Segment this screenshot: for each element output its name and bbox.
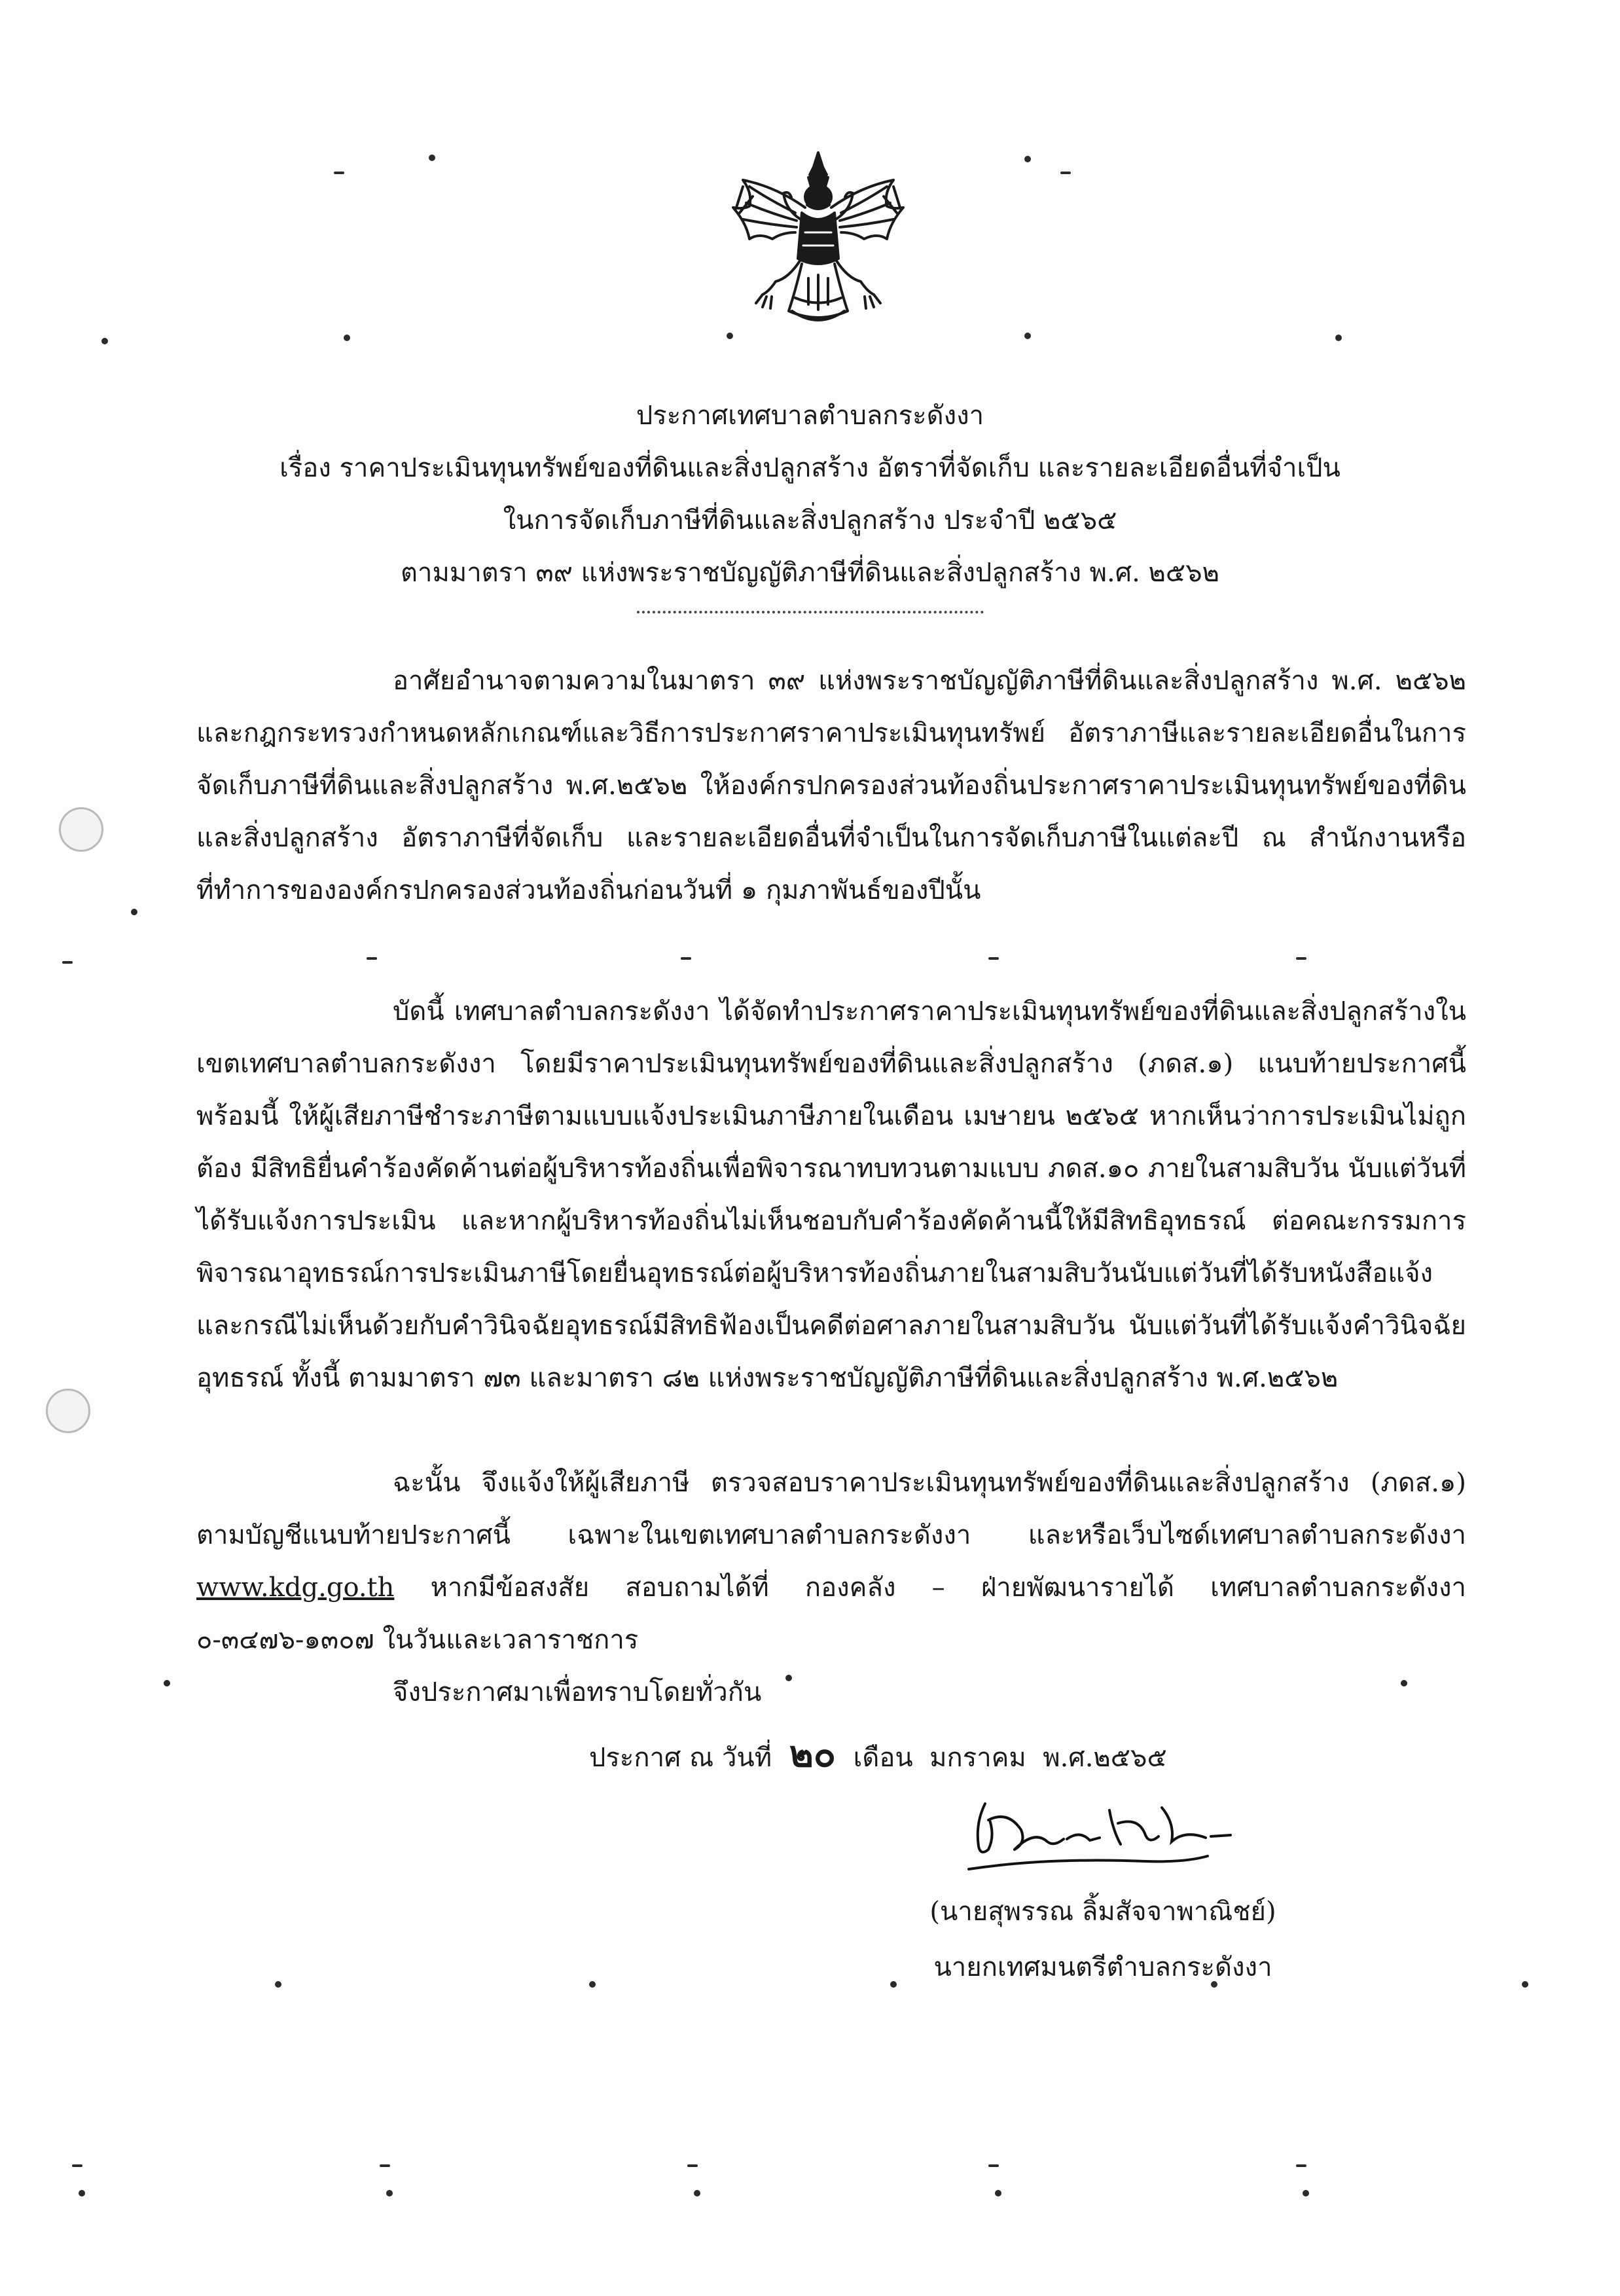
scan-speck <box>131 909 137 915</box>
scan-speck <box>380 2164 390 2167</box>
scan-speck <box>1296 957 1306 960</box>
scan-speck <box>681 957 691 960</box>
scan-speck <box>1024 333 1031 339</box>
subject-line-2: ในการจัดเก็บภาษีที่ดินและสิ่งปลูกสร้าง ประจำปี ๒๕๖๕ <box>503 505 1117 536</box>
scan-speck <box>334 172 344 174</box>
date-year: พ.ศ.๒๕๖๕ <box>1043 1743 1167 1773</box>
signer-name: (นายสุพรรณ ลิ้มสัจจาพาณิชย์) <box>929 1897 1276 1927</box>
scan-speck <box>890 1981 897 1988</box>
announcement-header <box>183 390 1437 613</box>
scan-speck <box>995 2190 1001 2196</box>
scan-speck <box>694 2190 700 2196</box>
scan-speck <box>785 1675 792 1681</box>
scan-speck <box>1303 2190 1309 2196</box>
paragraph-instructions-text: ฉะนั้น จึงแจ้งให้ผู้เสียภาษี ตรวจสอบราคาประเมินทุนทรัพย์ของที่ดินและสิ่งปลูกสร้าง (ภดส.๑) ตามบัญชีแนบท้ายประกาศนี้ เฉพาะในเขตเทศบาลตำบลกระดังงา และหรือเว็บไซด์เทศบาลตำบลกระดังงา <box>196 1468 1466 1550</box>
punch-hole-bottom <box>46 1389 90 1433</box>
scan-speck <box>1522 1981 1528 1988</box>
announcement-date <box>589 1728 1167 1784</box>
legal-reference: ตามมาตรา ๓๙ แห่งพระราชบัญญัติภาษีที่ดินและสิ่งปลูกสร้าง พ.ศ. ๒๕๖๒ <box>401 558 1219 588</box>
date-prefix: ประกาศ ณ วันที่ <box>589 1743 772 1773</box>
garuda-emblem-icon <box>723 147 913 337</box>
paragraph-instructions <box>196 1457 1466 1666</box>
scan-speck <box>429 155 435 161</box>
scan-speck <box>1060 172 1071 174</box>
scan-speck <box>79 2190 85 2196</box>
scan-speck <box>988 957 999 960</box>
scan-speck <box>687 2164 698 2167</box>
website-link[interactable]: www.kdg.go.th <box>196 1573 395 1603</box>
closing-statement: จึงประกาศมาเพื่อทราบโดยทั่วกัน <box>393 1677 762 1707</box>
signature-icon <box>949 1784 1250 1889</box>
subject-line: เรื่อง ราคาประเมินทุนทรัพย์ของที่ดินและสิ่งปลูกสร้าง อัตราที่จัดเก็บ และรายละเอียดอื่นที่จำเป็น <box>279 453 1341 483</box>
date-month: มกราคม <box>929 1743 1026 1773</box>
paragraph-authority-text: อาศัยอำนาจตามความในมาตรา ๓๙ แห่งพระราชบัญญัติภาษีที่ดินและสิ่งปลูกสร้าง พ.ศ. ๒๕๖๒ และกฎกระทรวงกำหนดหลักเกณฑ์และวิธีการประกาศราคาประเมินทุนทรัพย์ อัตราภาษีและรายละเอียดอื่นในการจัดเก็บภาษีที่ดินและสิ่งปลูกสร้าง พ.ศ.๒๕๖๒ ให้องค์กรปกครองส่วนท้องถิ่นประกาศราคาประเมินทุนทรัพย์ของที่ดินและสิ่งปลูกสร้าง อัตราภาษีที่จัดเก็บ และรายละเอียดอื่นที่จำเป็นในการจัดเก็บภาษีในแต่ละปี ณ สำนักงานหรือที่ทำการขององค์กรปกครองส่วนท้องถิ่นก่อนวันที่ ๑ กุมภาพันธ์ของปีนั้น <box>196 666 1466 905</box>
signer-title: นายกเทศมนตรีตำบลกระดังงา <box>933 1952 1272 1982</box>
paragraph-contact-text: หากมีข้อสงสัย สอบถามได้ที่ กองคลัง – ฝ่ายพัฒนารายได้ เทศบาลตำบลกระดังงา ๐-๓๔๗๖-๑๓๐๗ ในวันและเวลาราชการ <box>196 1573 1467 1655</box>
scan-speck <box>367 957 377 960</box>
scan-speck <box>386 2190 393 2196</box>
scan-speck <box>589 1981 596 1988</box>
paragraph-notice <box>196 985 1466 1404</box>
scan-speck <box>72 2164 82 2167</box>
scan-speck <box>1296 2164 1306 2167</box>
dotted-divider <box>637 603 984 613</box>
paragraph-notice-text: บัดนี้ เทศบาลตำบลกระดังงา ได้จัดทำประกาศราคาประเมินทุนทรัพย์ของที่ดินและสิ่งปลูกสร้างในเขตเทศบาลตำบลกระดังงา โดยมีราคาประเมินทุนทรัพย์ของที่ดินและสิ่งปลูกสร้าง (ภดส.๑) แนบท้ายประกาศนี้ พร้อมนี้ ให้ผู้เสียภาษีชำระภาษีตามแบบแจ้งประเมินภาษีภายในเดือน เมษายน ๒๕๖๕ หากเห็นว่าการประเมินไม่ถูกต้อง มีสิทธิยื่นคำร้องคัดค้านต่อผู้บริหารท้องถิ่นเพื่อพิจารณาทบทวนตามแบบ ภดส.๑๐ ภายในสามสิบวัน นับแต่วันที่ได้รับแจ้งการประเมิน และหากผู้บริหารท้องถิ่นไม่เห็นชอบกับคำร้องคัดค้านนี้ให้มีสิทธิอุทธรณ์ ต่อคณะกรรมการพิจารณาอุทธรณ์การประเมินภาษีโดยยื่นอุทธรณ์ต่อผู้บริหารท้องถิ่นภายในสามสิบวันนับแต่วันที่ได้รับหนังสือแจ้ง และกรณีไม่เห็นด้วยกับคำวินิจฉัยอุทธรณ์มีสิทธิฟ้องเป็นคดีต่อศาลภายในสามสิบวัน นับแต่วันที่ได้รับแจ้งคำวินิจฉัยอุทธรณ์ ทั้งนี้ ตามมาตรา ๗๓ และมาตรา ๘๒ แห่งพระราชบัญญัติภาษีที่ดินและสิ่งปลูกสร้าง พ.ศ.๒๕๖๒ <box>196 996 1466 1393</box>
scan-speck <box>164 1680 170 1686</box>
scan-speck <box>1401 1680 1407 1686</box>
scan-speck <box>101 338 108 344</box>
paragraph-authority <box>196 655 1466 917</box>
date-day: ๒๐ <box>789 1733 836 1776</box>
scan-speck <box>62 961 73 964</box>
date-month-label: เดือน <box>853 1743 913 1773</box>
scan-speck <box>1024 156 1031 162</box>
scan-speck <box>988 2164 999 2167</box>
scan-speck <box>1335 335 1342 341</box>
issuer-title: ประกาศเทศบาลตำบลกระดังงา <box>636 401 984 431</box>
scan-speck <box>344 335 350 341</box>
scan-speck <box>275 1981 281 1988</box>
punch-hole-top <box>59 807 103 852</box>
